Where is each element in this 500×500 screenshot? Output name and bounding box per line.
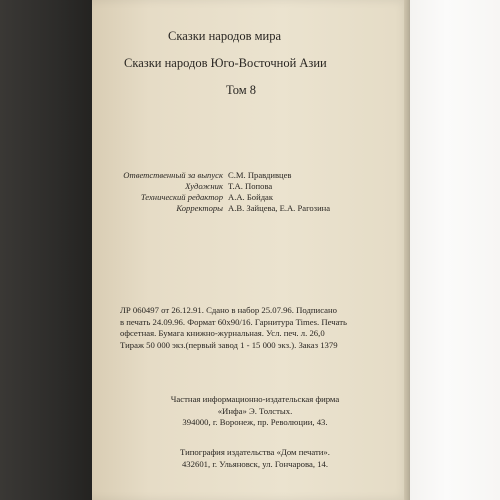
imprint-line: в печать 24.09.96. Формат 60х90/16. Гарнитура Times. Печать — [120, 316, 347, 327]
publisher-line: «Инфа» Э. Толстых. — [217, 405, 293, 416]
imprint-line: офсетная. Бумага книжно-журнальная. Усл. печ. л. 26,0 — [120, 328, 325, 338]
credit-row — [105, 203, 405, 214]
credit-name: Т.А. Попова — [228, 181, 273, 191]
credit-name: С.М. Правдивцев — [228, 170, 292, 180]
credit-role: Технический редактор — [140, 192, 223, 202]
credit-name: А.В. Зайцева, Е.А. Рагозина — [228, 203, 331, 213]
printer-line: Типография издательства «Дом печати». — [180, 447, 330, 457]
printer-line: 432601, г. Ульяновск, ул. Гончарова, 14. — [181, 458, 329, 469]
credits-block — [105, 170, 405, 214]
imprint-line: ЛР 060497 от 26.12.91. Сдано в набор 25.07.96. Подписано — [120, 305, 338, 315]
publisher-line: Частная информационно-издательская фирма — [170, 394, 340, 404]
series-title: Сказки народов мира — [168, 29, 282, 43]
credit-name: А.А. Бойдак — [228, 192, 274, 202]
volume-number: Том 8 — [226, 83, 256, 97]
credit-role: Художник — [185, 181, 223, 191]
background-surface — [410, 0, 500, 500]
imprint-line: Тираж 50 000 экз.(первый завод 1 - 15 000 экз.). Заказ 1379 — [120, 339, 338, 350]
credit-role: Корректоры — [176, 203, 223, 213]
printer-block — [110, 447, 400, 470]
credit-row — [105, 181, 405, 192]
credit-row — [105, 170, 405, 181]
imprint-block — [120, 305, 405, 351]
publisher-block — [110, 394, 400, 429]
publisher-line: 394000, г. Воронеж, пр. Революции, 43. — [182, 417, 328, 427]
book-title: Сказки народов Юго-Восточной Азии — [124, 56, 327, 70]
credit-role: Ответственный за выпуск — [123, 170, 223, 180]
credit-row — [105, 192, 405, 203]
